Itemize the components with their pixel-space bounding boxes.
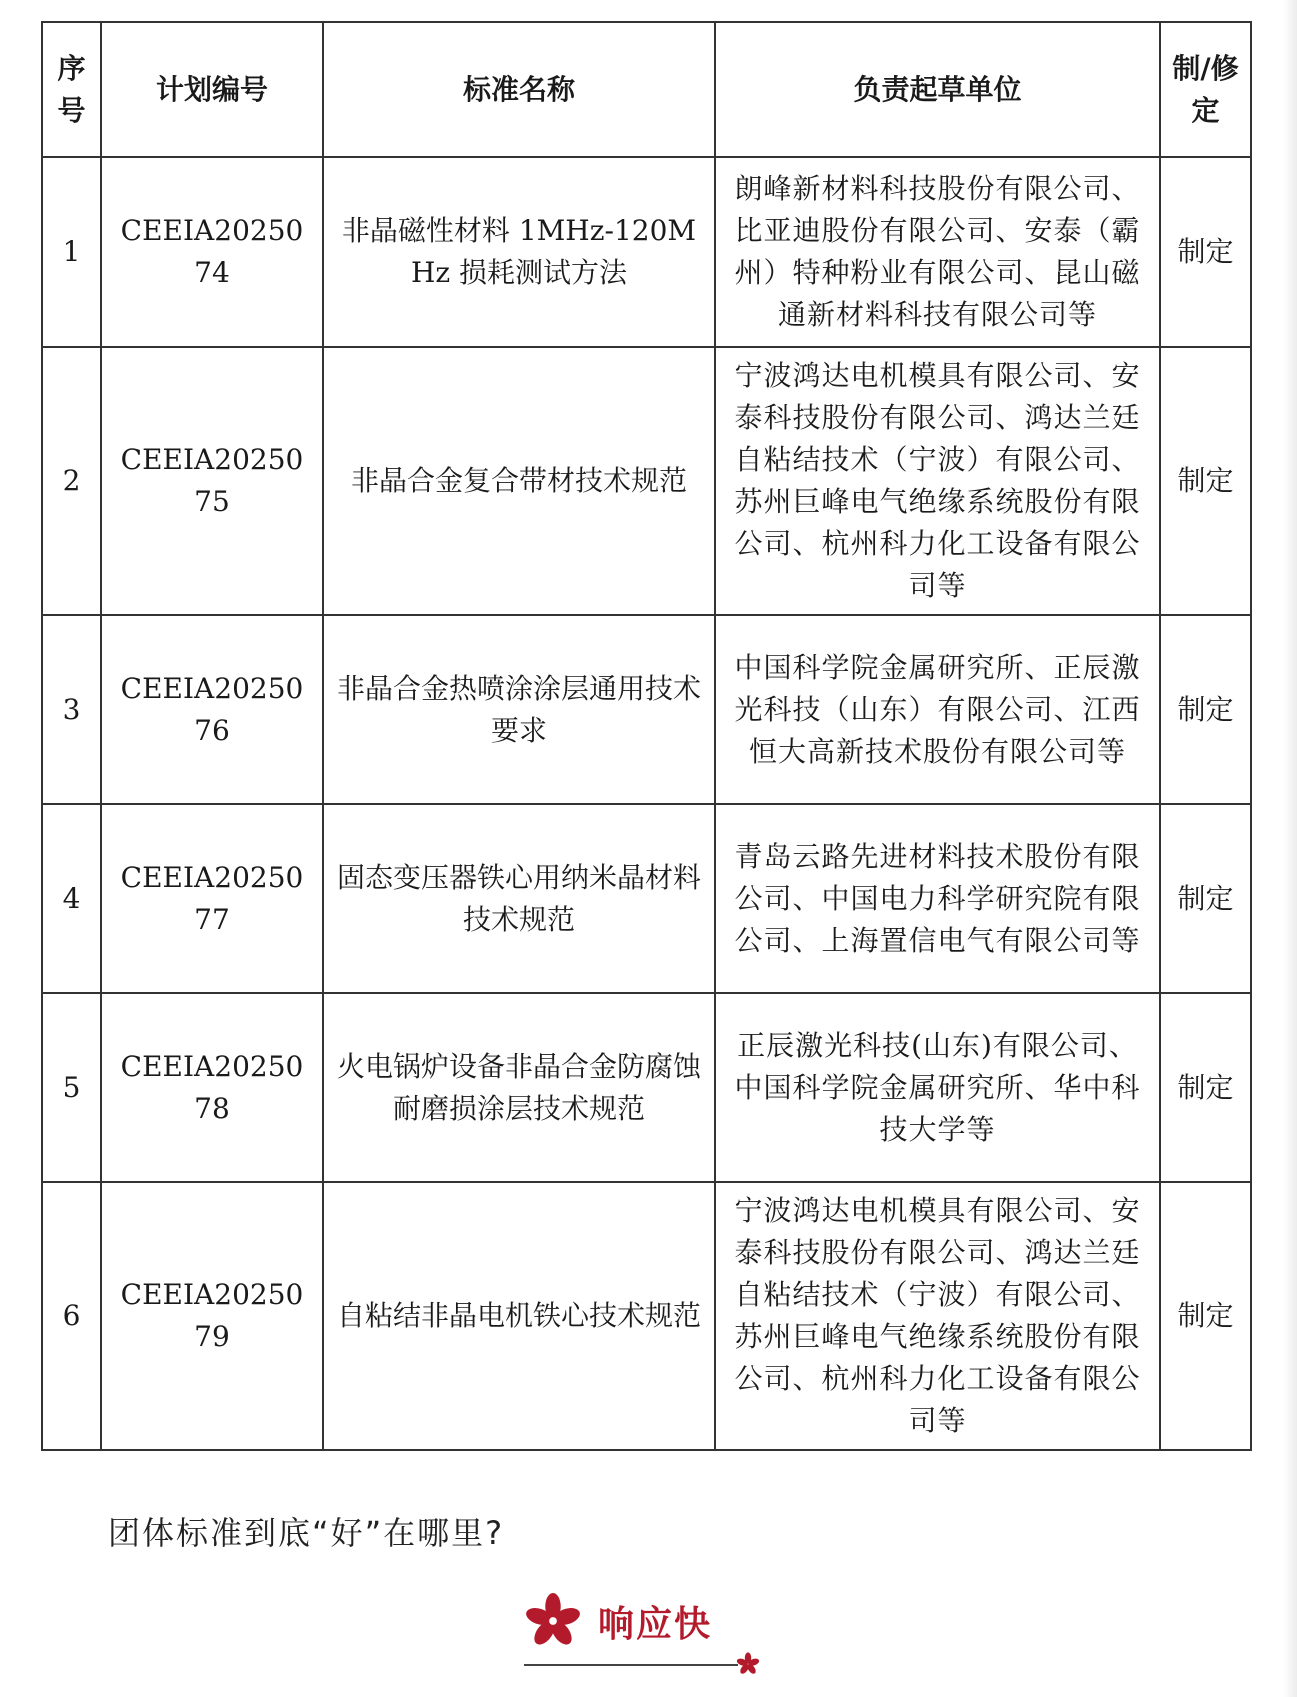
section-heading	[524, 1586, 712, 1656]
row-standard-name: 火电锅炉设备非晶合金防腐蚀耐磨损涂层技术规范	[323, 993, 715, 1182]
row-plan-no: CEEIA2025074	[101, 157, 323, 347]
row-drafting-unit: 朗峰新材料科技股份有限公司、比亚迪股份有限公司、安泰（霸州）特种粉业有限公司、昆山磁通新材料科技有限公司等	[715, 157, 1160, 347]
row-type: 制定	[1160, 157, 1251, 347]
table-row	[42, 347, 1251, 615]
row-plan-no: CEEIA2025077	[101, 804, 323, 993]
row-type: 制定	[1160, 804, 1251, 993]
row-plan-no: CEEIA2025079	[101, 1182, 323, 1450]
row-drafting-unit: 中国科学院金属研究所、正辰激光科技（山东）有限公司、江西恒大高新技术股份有限公司等	[715, 615, 1160, 804]
row-plan-no: CEEIA2025078	[101, 993, 323, 1182]
header-plan-no: 计划编号	[101, 22, 323, 157]
section-title: 响应快	[598, 1603, 713, 1645]
row-type: 制定	[1160, 1182, 1251, 1450]
row-drafting-unit: 正辰激光科技(山东)有限公司、中国科学院金属研究所、华中科技大学等	[715, 993, 1160, 1182]
row-type: 制定	[1160, 615, 1251, 804]
row-seq: 3	[42, 615, 101, 804]
table-row	[42, 615, 1251, 804]
row-seq: 6	[42, 1182, 101, 1450]
header-unit: 负责起草单位	[715, 22, 1160, 157]
row-type: 制定	[1160, 993, 1251, 1182]
row-standard-name: 非晶合金复合带材技术规范	[323, 347, 715, 615]
table-header-row	[42, 22, 1251, 157]
table-row	[42, 804, 1251, 993]
row-plan-no: CEEIA2025076	[101, 615, 323, 804]
small-flower-icon	[736, 1652, 760, 1676]
row-standard-name: 自粘结非晶电机铁心技术规范	[323, 1182, 715, 1450]
row-seq: 1	[42, 157, 101, 347]
row-drafting-unit: 宁波鸿达电机模具有限公司、安泰科技股份有限公司、鸿达兰廷自粘结技术（宁波）有限公司、苏州巨峰电气绝缘系统股份有限公司、杭州科力化工设备有限公司等	[715, 347, 1160, 615]
row-drafting-unit: 青岛云路先进材料技术股份有限公司、中国电力科学研究院有限公司、上海置信电气有限公司等	[715, 804, 1160, 993]
red-flower-icon	[524, 1592, 582, 1650]
table-row	[42, 157, 1251, 347]
row-plan-no: CEEIA2025075	[101, 347, 323, 615]
question-text: 团体标准到底“好”在哪里?	[108, 1514, 505, 1552]
table-row	[42, 1182, 1251, 1450]
header-seq: 序号	[42, 22, 101, 157]
row-seq: 5	[42, 993, 101, 1182]
page-edge-shadow	[1283, 0, 1297, 1697]
row-seq: 2	[42, 347, 101, 615]
row-standard-name: 固态变压器铁心用纳米晶材料技术规范	[323, 804, 715, 993]
row-seq: 4	[42, 804, 101, 993]
row-drafting-unit: 宁波鸿达电机模具有限公司、安泰科技股份有限公司、鸿达兰廷自粘结技术（宁波）有限公司、苏州巨峰电气绝缘系统股份有限公司、杭州科力化工设备有限公司等	[715, 1182, 1160, 1450]
header-name: 标准名称	[323, 22, 715, 157]
row-standard-name: 非晶磁性材料 1MHz-120MHz 损耗测试方法	[323, 157, 715, 347]
row-standard-name: 非晶合金热喷涂涂层通用技术要求	[323, 615, 715, 804]
standards-table	[41, 21, 1252, 1451]
section-divider	[524, 1664, 738, 1666]
header-type: 制/修定	[1160, 22, 1251, 157]
row-type: 制定	[1160, 347, 1251, 615]
table-row	[42, 993, 1251, 1182]
